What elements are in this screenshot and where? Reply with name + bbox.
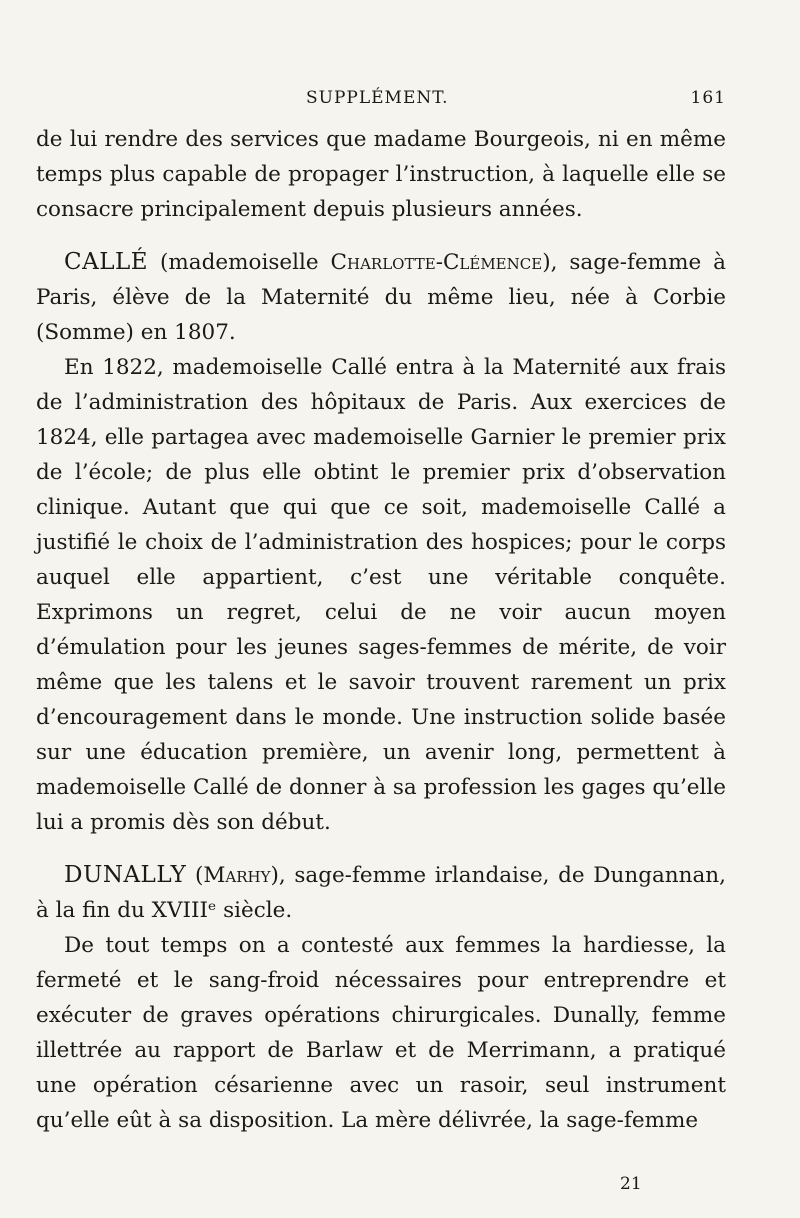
entry-name: DUNALLY [64, 862, 187, 888]
entry-given-name: Marhy [203, 863, 271, 888]
entry-description: ), sage-femme à Paris, élève de la Maternité du même lieu, née à Corbie (Somme) en 1807. [36, 250, 726, 345]
running-title: SUPPLÉMENT. [306, 88, 449, 108]
entry-open: (mademoiselle [148, 250, 331, 275]
entry-calle [36, 245, 726, 350]
entry-open: ( [186, 863, 204, 888]
entry-dunally [36, 858, 726, 928]
paragraph-bourgeois-end: de lui rendre des services que madame Bourgeois, ni en même temps plus capable de propager l’instruction, à laquelle elle se consacre principalement depuis plusieurs années. [36, 127, 726, 222]
signature-mark: 21 [620, 1174, 642, 1194]
entry-name: CALLÉ [64, 249, 149, 275]
entry-given-name: Charlotte-Clémence [330, 250, 543, 275]
entry-description: ), sage-femme irlandaise, de Dungannan, à la fin du XVIIIᵉ siècle. [36, 863, 726, 923]
body-text [36, 122, 726, 1138]
paragraph-calle-bio: En 1822, mademoiselle Callé entra à la Maternité aux frais de l’administration des hôpitaux de Paris. Aux exercices de 1824, elle partagea avec mademoiselle Garnier le premier prix de l’école; de plus elle obtint le premier prix d’observation clinique. Autant que qui que ce soit, mademoiselle Callé a justifié le choix de l’administration des hospices; pour le corps auquel elle appartient, c’est une véritable conquête. Exprimons un regret, celui de ne voir aucun moyen d’émulation pour les jeunes sages-femmes de mérite, de voir même que les talens et le savoir trouvent rarement un prix d’encouragement dans le monde. Une instruction solide basée sur une éducation première, un avenir long, permettent à mademoiselle Callé de donner à sa profession les gages qu’elle lui a promis dès son début. [36, 355, 726, 835]
page-header [36, 88, 726, 112]
page-number: 161 [690, 88, 726, 108]
paragraph-dunally-bio: De tout temps on a contesté aux femmes la hardiesse, la fermeté et le sang-froid nécessaires pour entreprendre et exécuter de graves opérations chirurgicales. Dunally, femme illettrée au rapport de Barlaw et de Merrimann, a pratiqué une opération césarienne avec un rasoir, seul instrument qu’elle eût à sa disposition. La mère délivrée, la sage-femme [36, 933, 726, 1133]
